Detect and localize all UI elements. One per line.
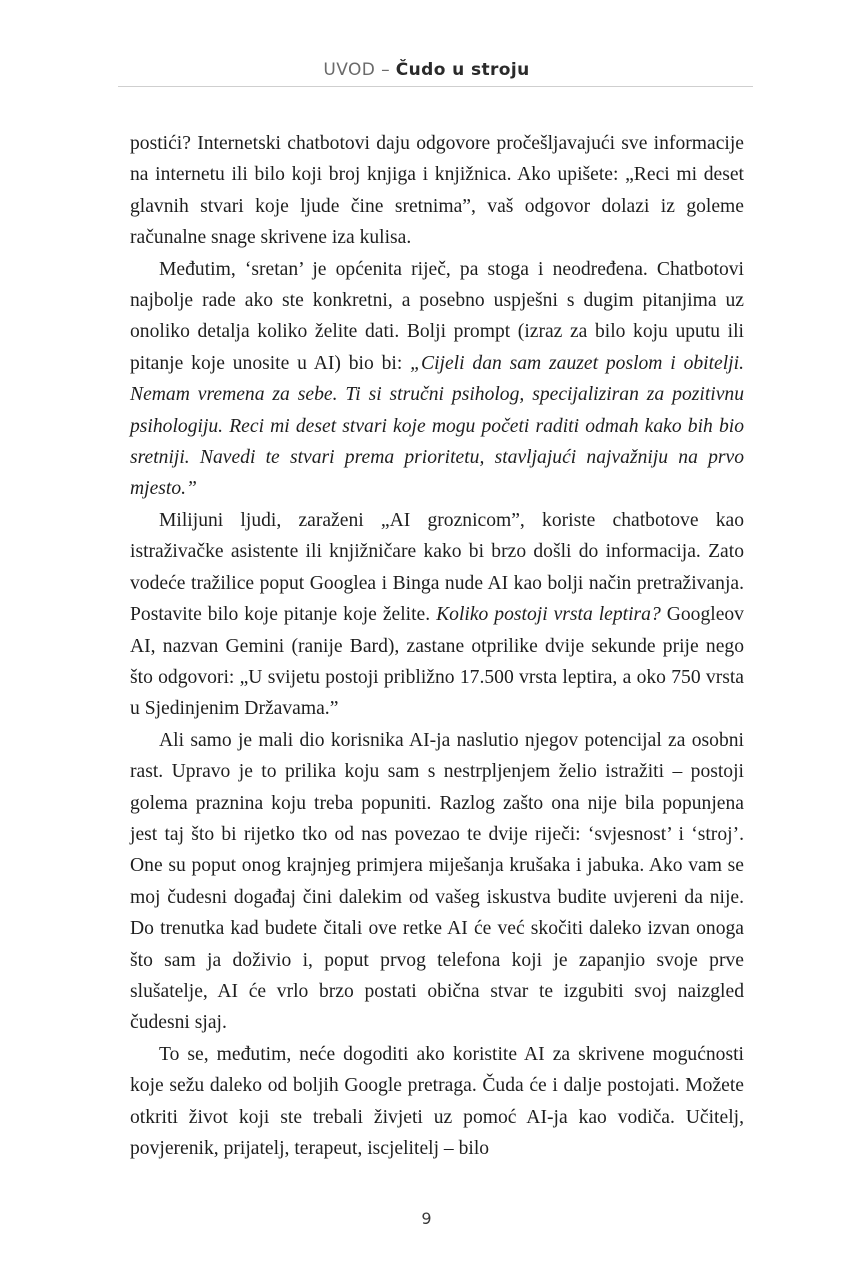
paragraph-2-prompt-example: „Cijeli dan sam zauzet poslom i obitelji. Nemam vremena za sebe. Ti si stručni psiholog, specijaliziran za pozitivnu psihologiju. Reci mi deset stvari koje mogu početi raditi odmah kako bih bio sretniji. Navedi te stvari prema prioritetu, stavljajući najvažniju na prvo mjesto.” — [130, 352, 744, 500]
running-header-section: UVOD — [323, 60, 376, 80]
paragraph-3-text-c: Googleov AI, nazvan Gemini (ranije Bard), zastane otprilike dvije sekunde prije nego što odgovori: „U svijetu postoji približno 17.500 vrsta leptira, a oko 750 vrsta u Sjedinjenim Državama.” — [130, 604, 744, 720]
paragraph-3 — [130, 505, 744, 725]
paragraph-1: postići? Internetski chatbotovi daju odgovore pročešljavajući sve informacije na internetu ili bilo koji broj knjiga i knjižnica. Ako upišete: „Reci mi deset glavnih stvari koje ljude čine sretnima”, vaš odgovor dolazi iz goleme računalne snage skrivene iza kulisa. — [130, 133, 744, 249]
page-number: 9 — [421, 1209, 432, 1228]
paragraph-2-text: Međutim, ‘sretan’ je općenita riječ, pa stoga i neodređena. Chatbotovi najbolje rade ako ste konkretni, a posebno uspješni s dugim pitanjima uz onoliko detalja koliko želite dati. Bolji prompt (izraz za bilo koju uputu ili pitanje koje unosite u AI) bio bi: — [130, 258, 744, 374]
paragraph-3-question: Koliko postoji vrsta leptira? — [436, 604, 661, 626]
paragraph-5: To se, međutim, neće dogoditi ako koristite AI za skrivene mogućnosti koje sežu daleko od boljih Google pretraga. Čuda će i dalje postojati. Možete otkriti život koji ste trebali živjeti uz pomoć AI-ja kao vodiča. Učitelj, povjerenik, prijatelj, terapeut, iscjelitelj – bilo — [130, 1043, 744, 1159]
body-text — [130, 128, 744, 1164]
running-header — [0, 60, 853, 80]
paragraph-3-text-a: Milijuni ljudi, zaraženi „AI groznicom”, koriste chatbotove kao istraživačke asistente ili knjižničare kako bi brzo došli do informacija. Zato vodeće tražilice poput Googlea i Binga nude AI kao bolji način pretraživanja. Postavite bilo koje pitanje koje želite. — [130, 509, 744, 626]
running-header-separator: – — [375, 60, 396, 80]
header-rule — [118, 86, 753, 87]
paragraph-2 — [130, 254, 744, 505]
paragraph-4: Ali samo je mali dio korisnika AI-ja naslutio njegov potencijal za osobni rast. Upravo je to prilika koju sam s nestrpljenjem želio istražiti – postoji golema praznina koju treba popuniti. Razlog zašto ona nije bila popunjena jest taj što bi rijetko tko od nas povezao te dvije riječi: ‘svjesnost’ i ‘stroj’. One su poput onog krajnjeg primjera miješanja krušaka i jabuka. Ako vam se moj čudesni događaj čini dalekim od vašeg iskustva budite uvjereni da nije. Do trenutka kad budete čitali ove retke AI će već skočiti daleko izvan onoga što sam ja doživio i, poput prvog telefona koji je zapanjio svoje prve slušatelje, AI će vrlo brzo postati obična stvar te izgubiti svoj naizgled čudesni sjaj. — [130, 729, 744, 1034]
running-header-chapter: Čudo u stroju — [395, 60, 530, 80]
